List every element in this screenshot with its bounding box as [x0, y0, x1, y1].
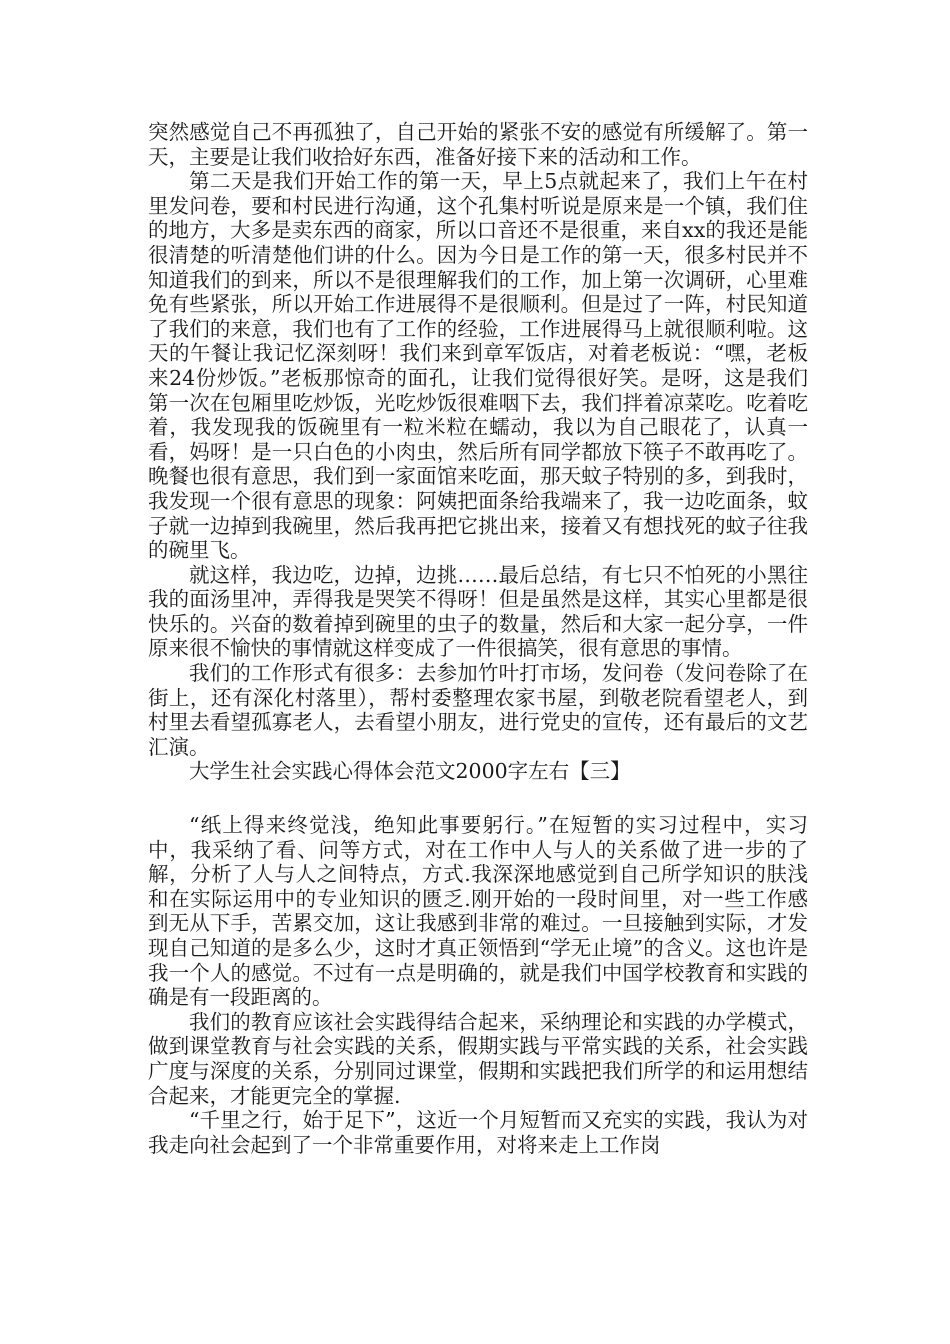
- paragraph-2: 第二天是我们开始工作的第一天，早上5点就起来了，我们上午在村里发问卷，要和村民进行沟通，这个孔集村听说是原来是一个镇，我们住的地方，大多是卖东西的商家，所以口音还不是很重，来自xx的我还是能很清楚的听清楚他们讲的什么。因为今日是工作的第一天，很多村民并不知道我们的到来，所以不是很理解我们的工作，加上第一次调研，心里难免有些紧张，所以开始工作进展得不是很顺利。但是过了一阵，村民知道了我们的来意，我们也有了工作的经验，工作进展得马上就很顺利啦。这天的午餐让我记忆深刻呀！我们来到章军饭店，对着老板说：“嘿，老板来24份炒饭。”老板那惊奇的面孔，让我们觉得很好笑。是呀，这是我们第一次在包厢里吃炒饭，光吃炒饭很难咽下去，我们拌着凉菜吃。吃着吃着，我发现我的饭碗里有一粒米粒在蠕动，我以为自己眼花了，认真一看，妈呀！是一只白色的小肉虫，然后所有同学都放下筷子不敢再吃了。晚餐也很有意思，我们到一家面馆来吃面，那天蚊子特别的多，到我时，我发现一个很有意思的现象：阿姨把面条给我端来了，我一边吃面条，蚊子就一边掉到我碗里，然后我再把它挑出来，接着又有想找死的蚊子往我的碗里飞。: [148, 169, 808, 563]
- document-page: [148, 120, 808, 1157]
- paragraph-1: 突然感觉自己不再孤独了，自己开始的紧张不安的感觉有所缓解了。第一天，主要是让我们收拾好东西，准备好接下来的活动和工作。: [148, 120, 808, 169]
- paragraph-7: “千里之行，始于足下”，这近一个月短暂而又充实的实践，我认为对我走向社会起到了一个非常重要作用，对将来走上工作岗: [148, 1108, 808, 1157]
- paragraph-6: 我们的教育应该社会实践得结合起来，采纳理论和实践的办学模式，做到课堂教育与社会实践的关系，假期实践与平常实践的关系，社会实践广度与深度的关系，分别同过课堂，假期和实践把我们所学的和运用想结合起来，才能更完全的掌握.: [148, 1009, 808, 1108]
- paragraph-3: 就这样，我边吃，边掉，边挑……最后总结，有七只不怕死的小黑往我的面汤里冲，弄得我是哭笑不得呀！但是虽然是这样，其实心里都是很快乐的。兴奋的数着掉到碗里的虫子的数量，然后和大家一起分享，一件原来很不愉快的事情就这样变成了一件很搞笑，很有意思的事情。: [148, 562, 808, 661]
- section-heading: 大学生社会实践心得体会范文2000字左右【三】: [189, 759, 631, 784]
- paragraph-4: 我们的工作形式有很多：去参加竹叶打市场，发问卷（发问卷除了在街上，还有深化村落里），帮村委整理农家书屋，到敬老院看望老人，到村里去看望孤寡老人，去看望小朋友，进行党史的宣传，还有最后的文艺汇演。: [148, 661, 808, 759]
- paragraph-5: “纸上得来终觉浅，绝知此事要躬行。”在短暂的实习过程中，实习中，我采纳了看、问等方式，对在工作中人与人的关系做了进一步的了解，分析了人与人之间特点，方式.我深深地感觉到自己所学知识的肤浅和在实际运用中的专业知识的匮乏.刚开始的一段时间里，对一些工作感到无从下手，苦累交加，这让我感到非常的难过。一旦接触到实际，才发现自己知道的是多么少，这时才真正领悟到“学无止境”的含义。这也许是我一个人的感觉。不过有一点是明确的，就是我们中国学校教育和实践的确是有一段距离的。: [148, 813, 808, 1010]
